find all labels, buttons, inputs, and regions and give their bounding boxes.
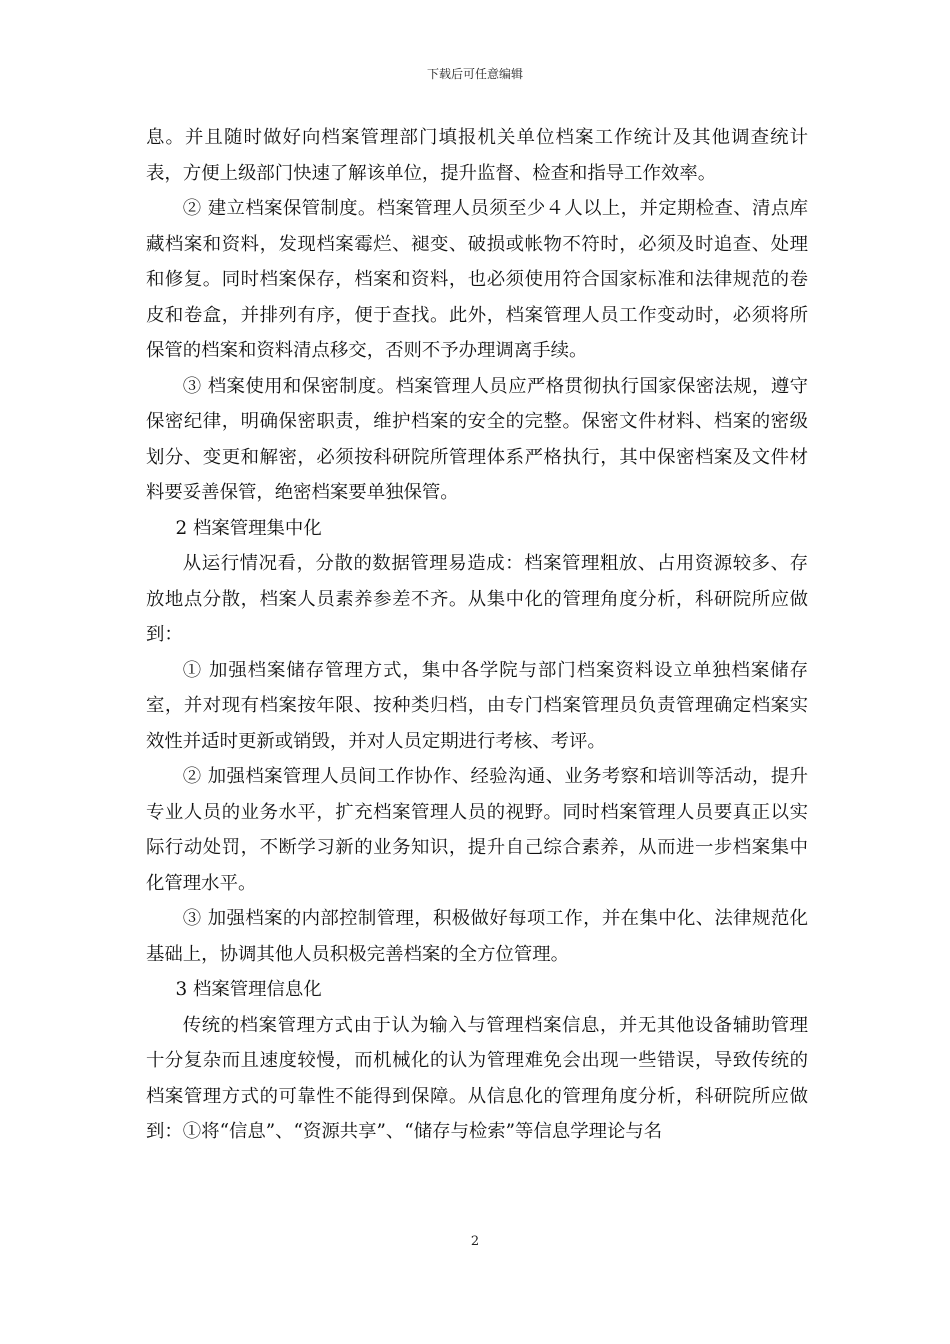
paragraph-centralization-item-3: ③ 加强档案的内部控制管理，积极做好每项工作，并在集中化、法律规范化基础上，协调其他人员积极完善档案的全方位管理。 [146,908,808,965]
document-body [146,120,808,1150]
paragraph-storage-system: ② 建立档案保管制度。档案管理人员须至少４人以上，并定期检查、清点库藏档案和资料，发现档案霉烂、褪变、破损或帐物不符时，必须及时追查、处理和修复。同时档案保存，档案和资料，也必须使用符合国家标准和法律规范的卷皮和卷盒，并排列有序，便于查找。此外，档案管理人员工作变动时，必须将所保管的档案和资料清点移交，否则不予办理调离手续。 [146,198,808,361]
paragraph-continuation: 息。并且随时做好向档案管理部门填报机关单位档案工作统计及其他调查统计表，方便上级部门快速了解该单位，提升监督、检查和指导工作效率。 [146,127,808,184]
paragraph-confidentiality-system: ③ 档案使用和保密制度。档案管理人员应严格贯彻执行国家保密法规，遵守保密纪律，明确保密职责，维护档案的安全的完整。保密文件材料、档案的密级划分、变更和解密，必须按科研院所管理体系严格执行，其中保密档案及文件材料要妥善保管，绝密档案要单独保管。 [146,375,808,503]
section-heading-centralization: 2 档案管理集中化 [175,517,322,539]
paragraph-centralization-intro: 从运行情况看，分散的数据管理易造成：档案管理粗放、占用资源较多、存放地点分散，档案人员素养参差不齐。从集中化的管理角度分析，科研院所应做到： [146,553,808,645]
section-heading-informatization: 3 档案管理信息化 [175,979,322,1000]
paragraph-centralization-item-1: ① 加强档案储存管理方式，集中各学院与部门档案资料设立单独档案储存室，并对现有档案按年限、按种类归档，由专门档案管理员负责管理确定档案实效性并适时更新或销毁，并对人员定期进行考核、考评。 [146,659,808,752]
page-number: 2 [470,1234,480,1249]
paragraph-informatization-intro: 传统的档案管理方式由于认为输入与管理档案信息，并无其他设备辅助管理十分复杂而且速度较慢，而机械化的认为管理难免会出现一些错误，导致传统的档案管理方式的可靠性不能得到保障。从信息化的管理角度分析，科研院所应做到：①将“信息”、“资源共享”、“储存与检索”等信息学理论与名 [146,1014,808,1142]
paragraph-centralization-item-2: ② 加强档案管理人员间工作协作、经验沟通、业务考察和培训等活动，提升专业人员的业务水平，扩充档案管理人员的视野。同时档案管理人员要真正以实际行动处罚，不断学习新的业务知识，提升自己综合素养，从而进一步档案集中化管理水平。 [146,766,808,894]
page-header: 下载后可任意编辑 [426,67,523,81]
